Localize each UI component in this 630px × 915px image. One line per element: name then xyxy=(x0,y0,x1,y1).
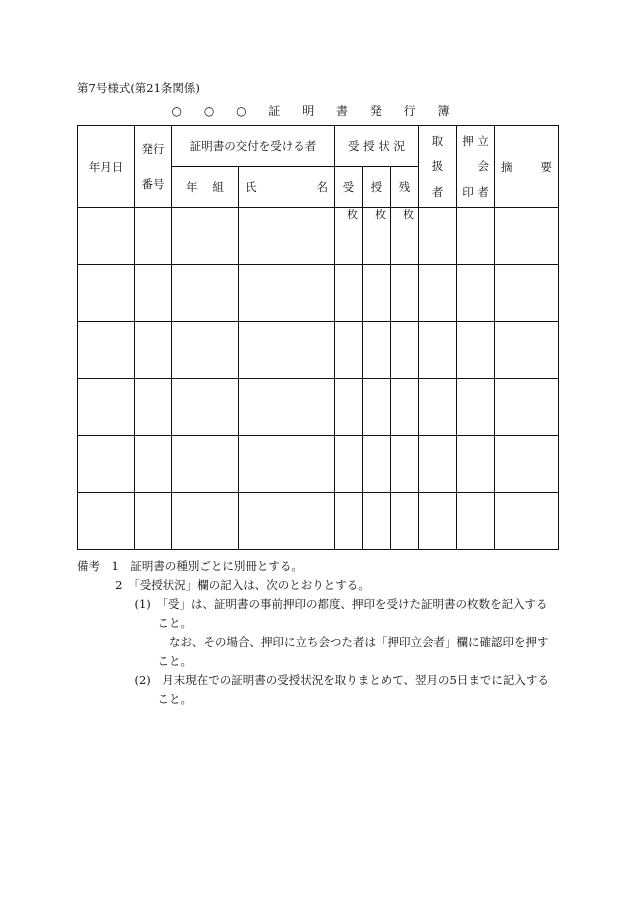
table-cell xyxy=(78,322,135,379)
note-line: こと。 xyxy=(77,654,192,668)
table-cell xyxy=(495,265,559,322)
table-cell xyxy=(135,436,172,493)
table-cell xyxy=(172,493,239,550)
table-cell xyxy=(335,265,363,322)
table-cell xyxy=(363,436,391,493)
table-cell xyxy=(172,265,239,322)
table-cell xyxy=(78,379,135,436)
form-number: 第7号様式(第21条関係) xyxy=(77,81,200,95)
issue-register-table xyxy=(77,125,559,550)
header-remaining: 残 xyxy=(391,167,419,208)
table-cell xyxy=(363,265,391,322)
table-cell xyxy=(78,265,135,322)
note-line: 2 「受授状況」欄の記入は、次のとおりとする。 xyxy=(77,578,370,592)
header-received: 受 xyxy=(335,167,363,208)
header-remarks: 摘 要 xyxy=(495,126,559,208)
table-cell xyxy=(457,436,495,493)
table-cell xyxy=(172,379,239,436)
table-cell xyxy=(172,322,239,379)
table-cell xyxy=(419,208,457,265)
table-cell xyxy=(335,379,363,436)
table-cell xyxy=(419,322,457,379)
header-issue-number: 発行 番号 xyxy=(135,126,172,208)
table-cell xyxy=(239,379,335,436)
table-cell xyxy=(363,379,391,436)
table-cell xyxy=(78,208,135,265)
table-cell xyxy=(335,493,363,550)
table-cell xyxy=(391,379,419,436)
table-cell xyxy=(335,436,363,493)
header-date: 年月日 xyxy=(78,126,135,208)
table-row xyxy=(78,322,559,379)
table-cell xyxy=(495,493,559,550)
table-row xyxy=(78,208,559,265)
table-cell xyxy=(135,208,172,265)
table-cell xyxy=(335,208,363,265)
table-cell xyxy=(239,322,335,379)
table-cell xyxy=(135,322,172,379)
table-cell xyxy=(419,436,457,493)
table-body xyxy=(78,208,559,550)
table-cell xyxy=(391,436,419,493)
notes xyxy=(77,557,567,709)
table-cell xyxy=(419,379,457,436)
note-line: なお、その場合、押印に立ち会つた者は「押印立会者」欄に確認印を押す xyxy=(77,635,549,649)
note-line: こと。 xyxy=(77,692,192,706)
table-cell xyxy=(239,436,335,493)
table-cell xyxy=(495,208,559,265)
header-handler: 取 扱 者 xyxy=(419,126,457,208)
table-row xyxy=(78,493,559,550)
table-row xyxy=(78,265,559,322)
table-cell xyxy=(239,265,335,322)
table-cell xyxy=(495,379,559,436)
header-name: 氏 名 xyxy=(239,167,335,208)
note-line: こと。 xyxy=(77,616,192,630)
header-given: 授 xyxy=(363,167,391,208)
table-cell xyxy=(391,208,419,265)
note-line: 備考 1 証明書の種別ごとに別冊とする。 xyxy=(77,559,303,573)
note-line: (2) 月末現在での証明書の受授状況を取りまとめて、翌月の5日までに記入する xyxy=(77,673,549,687)
header-recipient: 証明書の交付を受ける者 xyxy=(172,126,335,167)
table-cell xyxy=(78,436,135,493)
table-cell xyxy=(457,379,495,436)
table-cell xyxy=(391,322,419,379)
document-title: ○ ○ ○ 証 明 書 発 行 簿 xyxy=(171,104,459,118)
unit-label: 枚 xyxy=(403,208,415,221)
unit-label: 枚 xyxy=(347,208,358,221)
note-line: (1) 「受」は、証明書の事前押印の都度、押印を受けた証明書の枚数を記入する xyxy=(77,597,548,611)
table-cell xyxy=(363,208,391,265)
table-cell xyxy=(172,208,239,265)
table-cell xyxy=(78,493,135,550)
table-row xyxy=(78,379,559,436)
table-cell xyxy=(239,493,335,550)
table-cell xyxy=(495,322,559,379)
header-year-class: 年 組 xyxy=(172,167,239,208)
table-cell xyxy=(363,493,391,550)
table-cell xyxy=(135,265,172,322)
header-status: 受 授 状 況 xyxy=(335,126,419,167)
unit-label: 枚 xyxy=(375,208,386,221)
header-witness: 押 立 会 印 者 xyxy=(457,126,495,208)
table-cell xyxy=(457,493,495,550)
table-cell xyxy=(495,436,559,493)
table-cell xyxy=(363,322,391,379)
table-cell xyxy=(457,322,495,379)
table-cell xyxy=(419,493,457,550)
table-cell xyxy=(135,493,172,550)
table-cell xyxy=(239,208,335,265)
table-cell xyxy=(335,322,363,379)
table-cell xyxy=(419,265,457,322)
table-cell xyxy=(391,265,419,322)
table-cell xyxy=(135,379,172,436)
table-cell xyxy=(457,208,495,265)
table-cell xyxy=(391,493,419,550)
table-cell xyxy=(172,436,239,493)
table-row xyxy=(78,436,559,493)
table-cell xyxy=(457,265,495,322)
